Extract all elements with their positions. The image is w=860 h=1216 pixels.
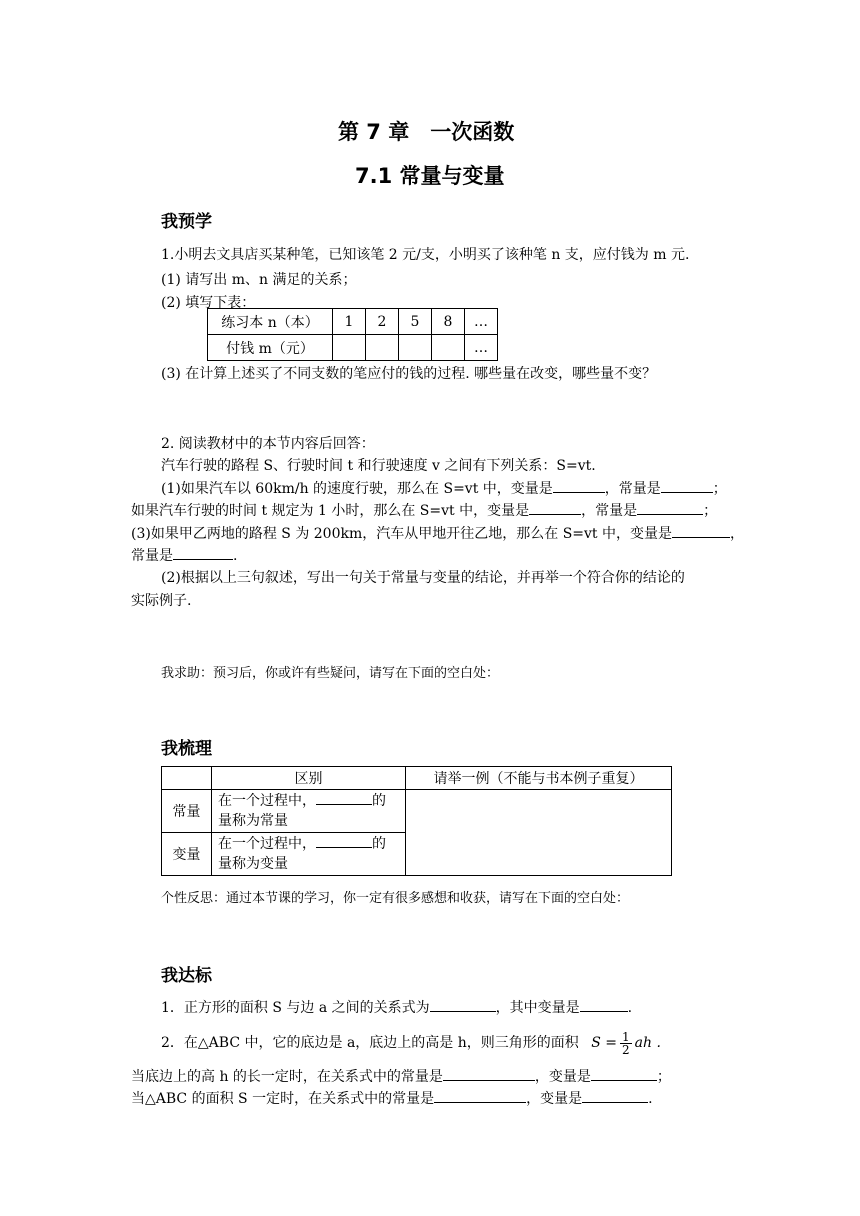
chapter-title: 第 7 章 一次函数	[338, 120, 515, 144]
mastery-q2	[161, 1026, 661, 1060]
q1-sub3: (3) 在计算上述买了不同支数的笔应付的钱的过程. 哪些量在改变，哪些量不变？	[161, 366, 657, 382]
summary-heading: 我梳理	[161, 739, 212, 759]
fraction-denominator: 2	[622, 1042, 630, 1057]
row-header-const: 常量	[162, 790, 212, 833]
table-row	[208, 335, 498, 361]
formula-lhs: S =	[591, 1035, 617, 1051]
q1-sub1: (1) 请写出 m、n 满足的关系；	[161, 272, 357, 288]
table-cell-input[interactable]	[432, 335, 465, 361]
help-prompt: 我求助：预习后，你或许有些疑问，请写在下面的空白处：	[161, 666, 500, 681]
table-row	[208, 309, 498, 335]
summary-table	[161, 766, 672, 876]
column-header-example: 请举一例（不能与书本例子重复）	[406, 767, 672, 790]
answer-blank[interactable]	[443, 1067, 535, 1081]
var-description	[212, 833, 406, 876]
const-description	[212, 790, 406, 833]
answer-blank[interactable]	[316, 791, 372, 805]
column-header-diff: 区别	[212, 767, 406, 790]
table-row	[162, 790, 672, 833]
var-desc-suffix: 的	[372, 836, 386, 852]
table-cell-input[interactable]	[399, 335, 432, 361]
var-desc-text: 在一个过程中，	[218, 836, 316, 852]
answer-blank[interactable]	[580, 998, 628, 1012]
table-cell: …	[465, 335, 498, 361]
answer-blank[interactable]	[672, 524, 730, 538]
mastery-q1-text-a: 1．正方形的面积 S 与边 a 之间的关系式为	[161, 1000, 430, 1016]
q2-line1: 汽车行驶的路程 S、行驶时间 t 和行驶速度 v 之间有下列关系：S=vt.	[161, 458, 596, 474]
answer-blank[interactable]	[529, 501, 581, 515]
table-cell: 练习本 n（本）	[208, 309, 333, 335]
preview-heading: 我预学	[161, 212, 212, 232]
mastery-q3-text-a: 当底边上的高 h 的长一定时，在关系式中的常量是	[131, 1069, 443, 1085]
mastery-q4: 当△ABC 的面积 S 一定时，在关系式中的常量是 ，变量是 .	[131, 1091, 653, 1107]
answer-blank[interactable]	[637, 501, 703, 515]
example-cell[interactable]	[406, 790, 672, 876]
table-cell: 2	[366, 309, 399, 335]
mastery-q3: 当底边上的高 h 的长一定时，在关系式中的常量是 ，变量是 ；	[131, 1069, 671, 1085]
q2-line3-text-a: 如果汽车行驶的时间 t 规定为 1 小时，那么在 S=vt 中，变量是	[131, 503, 530, 519]
q2-intro: 2. 阅读教材中的本节内容后回答：	[161, 436, 375, 452]
formula-fraction	[620, 1031, 632, 1056]
mastery-heading: 我达标	[161, 966, 212, 986]
answer-blank[interactable]	[553, 479, 605, 493]
q2-line2-text-a: (1)如果汽车以 60km/h 的速度行驶，那么在 S=vt 中，变量是	[161, 481, 553, 497]
reflection-prompt: 个性反思：通过本节课的学习，你一定有很多感想和收获，请写在下面的空白处：	[161, 891, 630, 906]
q2-line4-text: (3)如果甲乙两地的路程 S 为 200km，汽车从甲地开往乙地，那么在 S=vt 中，变量是	[131, 526, 673, 542]
q2-line3: 如果汽车行驶的时间 t 规定为 1 小时，那么在 S=vt 中，变量是 ，常量是 ；	[131, 503, 718, 519]
q2-line2: (1)如果汽车以 60km/h 的速度行驶，那么在 S=vt 中，变量是 ，常量是 ；	[161, 481, 727, 497]
q2-line6: (2)根据以上三句叙述，写出一句关于常量与变量的结论，并再举一个符合你的结论的	[161, 570, 685, 586]
section-title: 7.1 常量与变量	[355, 164, 505, 188]
const-desc-suffix: 的	[372, 793, 386, 809]
row-header-var: 变量	[162, 833, 212, 876]
mastery-q2-text: 2．在△ABC 中，它的底边是 a，底边上的高是 h，则三角形的面积	[161, 1035, 579, 1051]
mastery-q4-text-a: 当△ABC 的面积 S 一定时，在关系式中的常量是	[131, 1091, 435, 1107]
answer-blank[interactable]	[582, 1089, 648, 1103]
mastery-q3-text-b: ，变量是	[534, 1069, 591, 1085]
table-cell: 5	[399, 309, 432, 335]
answer-blank[interactable]	[173, 546, 233, 560]
answer-blank[interactable]	[434, 1089, 526, 1103]
table-cell: …	[465, 309, 498, 335]
table-cell: 8	[432, 309, 465, 335]
q2-line2-text-b: ，常量是	[604, 481, 661, 497]
const-desc-text: 在一个过程中，	[218, 793, 316, 809]
q2-line4: (3)如果甲乙两地的路程 S 为 200km，汽车从甲地开往乙地，那么在 S=vt 中，变量是 ，	[131, 526, 745, 542]
mastery-q1: 1．正方形的面积 S 与边 a 之间的关系式为 ，其中变量是 .	[161, 1000, 633, 1016]
q2-line5: 常量是 .	[131, 548, 238, 564]
q1-intro: 1.小明去文具店买某种笔，已知该笔 2 元/支，小明买了该种笔 n 支，应付钱为 m 元.	[161, 247, 690, 263]
var-desc-text2: 量称为变量	[218, 856, 288, 872]
answer-blank[interactable]	[591, 1067, 657, 1081]
table-cell: 1	[333, 309, 366, 335]
price-table	[207, 308, 498, 361]
answer-blank[interactable]	[661, 479, 713, 493]
const-desc-text2: 量称为常量	[218, 813, 288, 829]
answer-blank[interactable]	[316, 834, 372, 848]
table-cell-input[interactable]	[366, 335, 399, 361]
table-row	[162, 767, 672, 790]
q2-line7: 实际例子.	[131, 593, 192, 609]
q1-sub2: (2) 填写下表：	[161, 295, 256, 311]
formula-rhs: ah .	[634, 1035, 661, 1051]
answer-blank[interactable]	[430, 998, 496, 1012]
fraction-numerator: 1	[622, 1029, 630, 1044]
table-cell-input[interactable]	[333, 335, 366, 361]
q2-line3-text-b: ，常量是	[581, 503, 638, 519]
mastery-q1-text-b: ，其中变量是	[495, 1000, 580, 1016]
q2-line5-text: 常量是	[131, 548, 173, 564]
table-cell: 付钱 m（元）	[208, 335, 333, 361]
table-corner-cell	[162, 767, 212, 790]
mastery-q4-text-b: ，变量是	[526, 1091, 583, 1107]
